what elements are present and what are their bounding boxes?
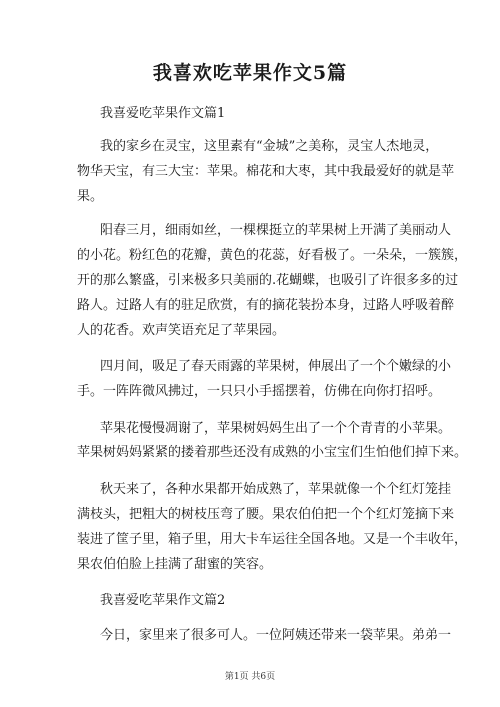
- paragraph-line: 人的花香。欢声笑语充足了苹果园。: [77, 323, 286, 338]
- paragraph-line: 四月间，吸足了春天雨露的苹果树，伸展出了一个个嫩绿的小: [100, 359, 452, 374]
- paragraph-line: 的小花。粉红色的花瓣，黄色的花蕊，好看极了。一朵朵，一簇簇，: [77, 248, 468, 263]
- paragraph-line: 秋天来了，各种水果都开始成熟了，苹果就像一个个红灯笼挂: [100, 482, 452, 497]
- paragraph-line: 果农伯伯脸上挂满了甜蜜的笑容。: [77, 557, 273, 572]
- paragraph-line: 满枝头，把粗大的树枝压弯了腰。果农伯伯把一个个红灯笼摘下来: [77, 507, 455, 522]
- paragraph-line: 苹果花慢慢凋谢了，苹果树妈妈生出了一个个青青的小苹果。: [100, 421, 452, 436]
- section-heading-2: 我喜爱吃苹果作文篇2: [100, 593, 226, 608]
- paragraph-line: 装进了筐子里，箱子里，用大卡车运往全国各地。又是一个丰收年，: [77, 532, 468, 547]
- paragraph-line: 开的那么繁盛，引来极多只美丽的.花蝴蝶，也吸引了许很多多的过: [77, 273, 459, 288]
- paragraph-line: 手。一阵阵微风拂过，一只只小手摇摆着，仿佛在向你打招呼。: [77, 384, 442, 399]
- paragraph-line: 路人。过路人有的驻足欣赏，有的摘花装扮本身，过路人呼吸着醉: [77, 298, 455, 313]
- paragraph-line: 阳春三月，细雨如丝，一棵棵挺立的苹果树上开满了美丽动人: [100, 223, 452, 238]
- paragraph-line: 苹果树妈妈紧紧的搂着那些还没有成熟的小宝宝们生怕他们掉下来。: [77, 445, 468, 460]
- page-footer: 第1页 共6页: [224, 672, 276, 682]
- paragraph-line: 物华天宝，有三大宝：苹果。棉花和大枣，其中我最爱好的就是苹: [77, 164, 455, 179]
- document-title: 我喜欢吃苹果作文5篇: [152, 62, 348, 84]
- paragraph-line: 果。: [77, 189, 104, 204]
- paragraph-line: 我的家乡在灵宝，这里素有“金城”之美称，灵宝人杰地灵，: [100, 139, 439, 154]
- section-heading-1: 我喜爱吃苹果作文篇1: [100, 106, 226, 121]
- paragraph-line: 今日，家里来了很多可人。一位阿姨还带来一袋苹果。弟弟一: [100, 628, 452, 643]
